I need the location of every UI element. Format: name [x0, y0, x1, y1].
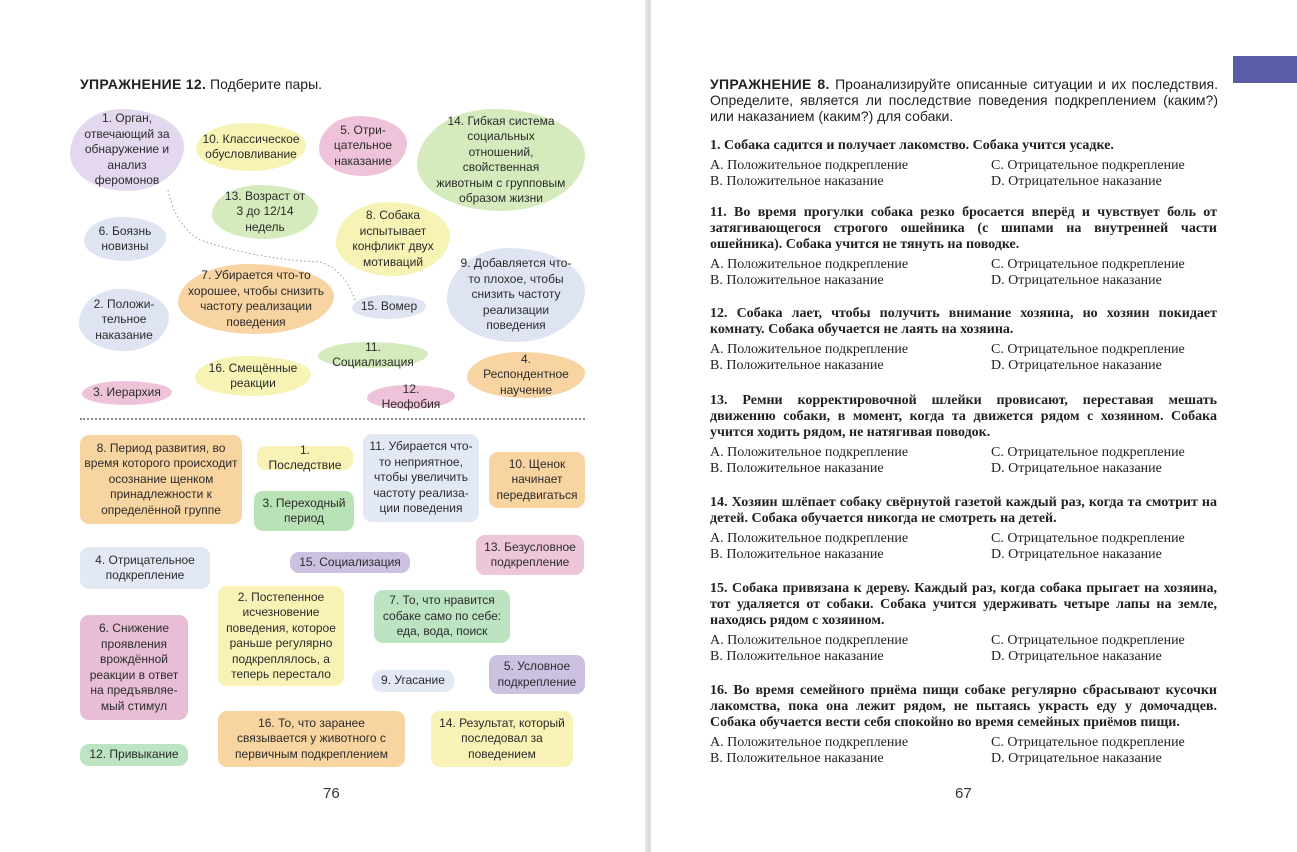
option-a[interactable]: A. Положительное подкрепление — [710, 531, 909, 546]
term-blob[interactable]: 8. Собака испытывает конфликт двух мотиваций — [336, 202, 450, 276]
option-d[interactable]: D. Отрицательное наказание — [991, 174, 1162, 189]
option-c[interactable]: C. Отрицательное подкрепление — [991, 735, 1185, 750]
question-text: 13. Ремни корректировочной шлейки провисают, переставая мешать движению собаки, в момент, когда та движется рядом с хозяином. Собака учится ходить рядом, не натягивая поводок. — [710, 393, 1217, 440]
term-blob[interactable]: 1. Орган, отвечающий за обнаружение и анализ феромонов — [70, 109, 184, 191]
exercise-8-title — [710, 76, 1218, 124]
definition-card[interactable]: 10. Щенок начинает передвигаться — [489, 452, 585, 508]
definition-card[interactable]: 11. Убирается что-то неприятное, чтобы увеличить частоту реализа-ции поведения — [363, 434, 479, 522]
chapter-bookmark-tab — [1233, 56, 1297, 83]
question-block — [710, 581, 1217, 665]
question-text: 11. Во время прогулки собака резко бросается вперёд и чувствует боль от затягивающегося строгого ошейника (с шипами на внутренней части ошейника). Собака учится не тянуть на поводке. — [710, 205, 1217, 252]
option-a[interactable]: A. Положительное подкрепление — [710, 158, 909, 173]
question-text: 15. Собака привязана к дереву. Каждый раз, когда собака прыгает на хозяина, тот удаляется от собаки. Собака учится удерживать четыре лапы на земле, находясь рядом с хозяином. — [710, 581, 1217, 628]
answer-options — [710, 445, 1217, 477]
answer-options — [710, 735, 1217, 767]
option-c[interactable]: C. Отрицательное подкрепление — [991, 342, 1185, 357]
question-text: 14. Хозяин шлёпает собаку свёрнутой газетой каждый раз, когда та смотрит на детей. Собака обучается никогда не смотреть на детей. — [710, 495, 1217, 526]
question-block — [710, 683, 1217, 767]
definition-card[interactable]: 8. Период развития, во время которого происходит осознание щенком принадлежности к определённой группе — [80, 435, 242, 524]
question-block — [710, 306, 1217, 374]
definition-card[interactable]: 7. То, что нравится собаке само по себе: еда, вода, поиск — [374, 590, 510, 643]
term-blob[interactable]: 6. Боязнь новизны — [84, 217, 166, 261]
term-blob[interactable]: 16. Смещённые реакции — [195, 356, 311, 396]
option-d[interactable]: D. Отрицательное наказание — [991, 358, 1162, 373]
definition-card[interactable]: 12. Привыкание — [80, 744, 188, 766]
option-b[interactable]: B. Положительное наказание — [710, 547, 884, 562]
definition-card[interactable]: 2. Постепенное исчезновение поведения, которое раньше регулярно подкреплялось, а теперь перестало — [218, 586, 344, 686]
option-d[interactable]: D. Отрицательное наказание — [991, 547, 1162, 562]
option-c[interactable]: C. Отрицательное подкрепление — [991, 158, 1185, 173]
question-block — [710, 138, 1217, 190]
term-blob[interactable]: 4. Респондентное научение — [467, 352, 585, 398]
definition-card[interactable]: 15. Социализация — [290, 552, 410, 573]
exercise-instruction: Проанализируйте описанные ситуации и их последствия. Определите, является ли последствие поведения подкреплением (каким?) или наказанием (каким?) для собаки. — [710, 76, 1218, 124]
term-blob[interactable]: 7. Убирается что-то хорошее, чтобы снизить частоту реализации поведения — [178, 264, 334, 334]
option-b[interactable]: B. Положительное наказание — [710, 358, 884, 373]
exercise-label: УПРАЖНЕНИЕ 8. — [710, 76, 830, 92]
option-d[interactable]: D. Отрицательное наказание — [991, 273, 1162, 288]
option-a[interactable]: A. Положительное подкрепление — [710, 342, 909, 357]
answer-options — [710, 633, 1217, 665]
option-b[interactable]: B. Положительное наказание — [710, 461, 884, 476]
question-text: 12. Собака лает, чтобы получить внимание хозяина, но хозяин покидает комнату. Собака обучается не лаять на хозяина. — [710, 306, 1217, 337]
option-b[interactable]: B. Положительное наказание — [710, 649, 884, 664]
option-b[interactable]: B. Положительное наказание — [710, 273, 884, 288]
question-block — [710, 205, 1217, 289]
option-c[interactable]: C. Отрицательное подкрепление — [991, 445, 1185, 460]
question-text: 1. Собака садится и получает лакомство. Собака учится усадке. — [710, 138, 1114, 153]
option-b[interactable]: B. Положительное наказание — [710, 751, 884, 766]
right-page — [651, 0, 1297, 852]
definition-card[interactable]: 4. Отрицательное подкрепление — [80, 547, 210, 589]
definition-card[interactable]: 9. Угасание — [372, 670, 454, 692]
term-blob[interactable]: 14. Гибкая система социальных отношений, свойственная животным с групповым образом жизни — [417, 109, 585, 211]
definition-card[interactable]: 1. Последствие — [257, 446, 353, 470]
question-text: 16. Во время семейного приёма пищи собаке регулярно сбрасывают кусочки лакомства, пока она лежит рядом, не пытаясь украсть еду у домочадцев. Собака обучается вести себя спокойно во время семейных приёмов пищи. — [710, 683, 1217, 730]
exercise-label: УПРАЖНЕНИЕ 12. — [80, 76, 207, 92]
page-number: 67 — [955, 785, 972, 802]
term-blob[interactable]: 11. Социализация — [318, 342, 428, 368]
left-page — [0, 0, 645, 852]
term-blob[interactable]: 2. Положи-тельное наказание — [79, 289, 169, 351]
page-number: 76 — [323, 785, 340, 802]
term-blob[interactable]: 9. Добавляется что-то плохое, чтобы снизить частоту реализации поведения — [447, 248, 585, 342]
option-a[interactable]: A. Положительное подкрепление — [710, 735, 909, 750]
term-blob[interactable]: 3. Иерархия — [82, 381, 172, 405]
option-a[interactable]: A. Положительное подкрепление — [710, 445, 909, 460]
option-d[interactable]: D. Отрицательное наказание — [991, 461, 1162, 476]
question-block — [710, 495, 1217, 563]
term-blob[interactable]: 10. Классическое обусловливание — [196, 123, 306, 171]
option-d[interactable]: D. Отрицательное наказание — [991, 649, 1162, 664]
definition-card[interactable]: 14. Результат, который последовал за поведением — [431, 711, 573, 767]
exercise-instruction: Подберите пары. — [210, 76, 323, 92]
answer-options — [710, 158, 1217, 190]
section-divider — [80, 418, 585, 420]
answer-options — [710, 531, 1217, 563]
definition-card[interactable]: 16. То, что заранее связывается у животного с первичным подкреплением — [218, 711, 405, 767]
option-d[interactable]: D. Отрицательное наказание — [991, 751, 1162, 766]
term-blob[interactable]: 12. Неофобия — [367, 385, 455, 409]
answer-options — [710, 257, 1217, 289]
term-blob[interactable]: 15. Вомер — [352, 295, 426, 319]
term-blob[interactable]: 13. Возраст от 3 до 12/14 недель — [212, 185, 318, 239]
option-a[interactable]: A. Положительное подкрепление — [710, 257, 909, 272]
definition-card[interactable]: 5. Условное подкрепление — [489, 655, 585, 694]
option-c[interactable]: C. Отрицательное подкрепление — [991, 531, 1185, 546]
definition-card[interactable]: 3. Переходный период — [254, 491, 354, 531]
answer-options — [710, 342, 1217, 374]
option-b[interactable]: B. Положительное наказание — [710, 174, 884, 189]
term-blob[interactable]: 5. Отри-цательное наказание — [319, 116, 407, 176]
option-c[interactable]: C. Отрицательное подкрепление — [991, 257, 1185, 272]
definition-card[interactable]: 6. Снижение проявления врождённой реакции в ответ на предъявляе-мый стимул — [80, 615, 188, 720]
option-a[interactable]: A. Положительное подкрепление — [710, 633, 909, 648]
option-c[interactable]: C. Отрицательное подкрепление — [991, 633, 1185, 648]
definition-card[interactable]: 13. Безусловное подкрепление — [476, 535, 584, 575]
question-block — [710, 393, 1217, 477]
